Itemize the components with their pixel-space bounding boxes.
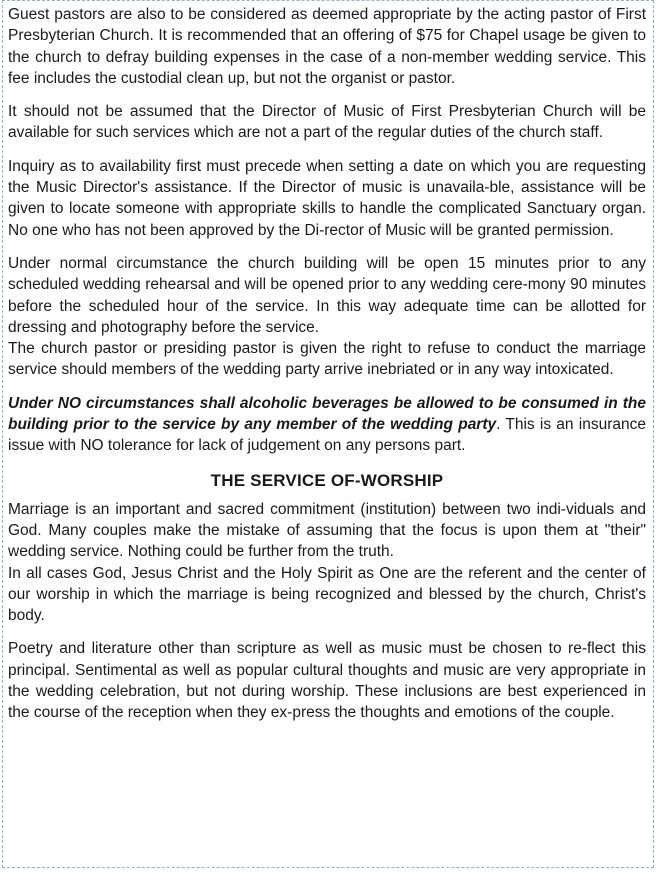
- alcohol-policy-rest: . This is an insurance issue with NO tolerance for lack of judgement on any persons part.: [8, 416, 646, 455]
- section-heading: THE SERVICE OF-WORSHIP: [210, 470, 444, 490]
- paragraph-director-of-music: It should not be assumed that the Director of Music of First Presbyterian Church will be available for such services which are not a part of the regular duties of the church staff.: [8, 103, 646, 142]
- paragraph-center-of-worship: In all cases God, Jesus Christ and the Holy Spirit as One are the referent and the center of our worship in which the marriage is being recognized and blessed by the church, Christ's body.: [8, 564, 646, 625]
- paragraph-building-hours: Under normal circumstance the church building will be open 15 minutes prior to any scheduled wedding rehearsal and will be opened prior to any wedding cere-mony 90 minutes before the scheduled hour of the service. In this way adequate time can be allotted for dressing and photography before the service.: [8, 254, 646, 336]
- paragraph-refuse-service: The church pastor or presiding pastor is given the right to refuse to conduct the marriage service should members of the wedding party arrive inebriated or in any way intoxicated.: [8, 340, 646, 379]
- paragraph-inquiry: Inquiry as to availability first must precede when setting a date on which you are requesting the Music Director's assistance. If the Director of music is unavaila-ble, assistance will be given to locate someone with appropriate skills to handle the complicated Sanctuary organ. No one who has not been approved by the Di-rector of Music will be granted permission.: [8, 157, 646, 239]
- paragraph-marriage-commitment: Marriage is an important and sacred commitment (institution) between two indi-viduals and God. Many couples make the mistake of assuming that the focus is upon them at "their" wedding service. Nothing could be further from the truth.: [8, 500, 646, 561]
- paragraph-alcohol-policy: [8, 393, 646, 457]
- paragraph-music-literature: Poetry and literature other than scripture as well as music must be chosen to re-flect this principal. Sentimental as well as popular cultural thoughts and music are very appropriate in the wedding celebration, but not during worship. These inclusions are best experienced in the course of the reception when they ex-press the thoughts and emotions of the couple.: [8, 640, 646, 722]
- document-body: [8, 4, 646, 736]
- paragraph-guest-pastors: Guest pastors are also to be considered as deemed appropriate by the acting pastor of First Presbyterian Church. It is recommended that an offering of $75 for Chapel usage be given to the church to defray building expenses in the case of a non-member wedding service. This fee includes the custodial clean up, but not the organist or pastor.: [8, 6, 646, 87]
- alcohol-policy-emphasis: Under NO circumstances shall alcoholic beverages be allowed to be consumed in the building prior to the service by any member of the wedding party: [8, 394, 646, 434]
